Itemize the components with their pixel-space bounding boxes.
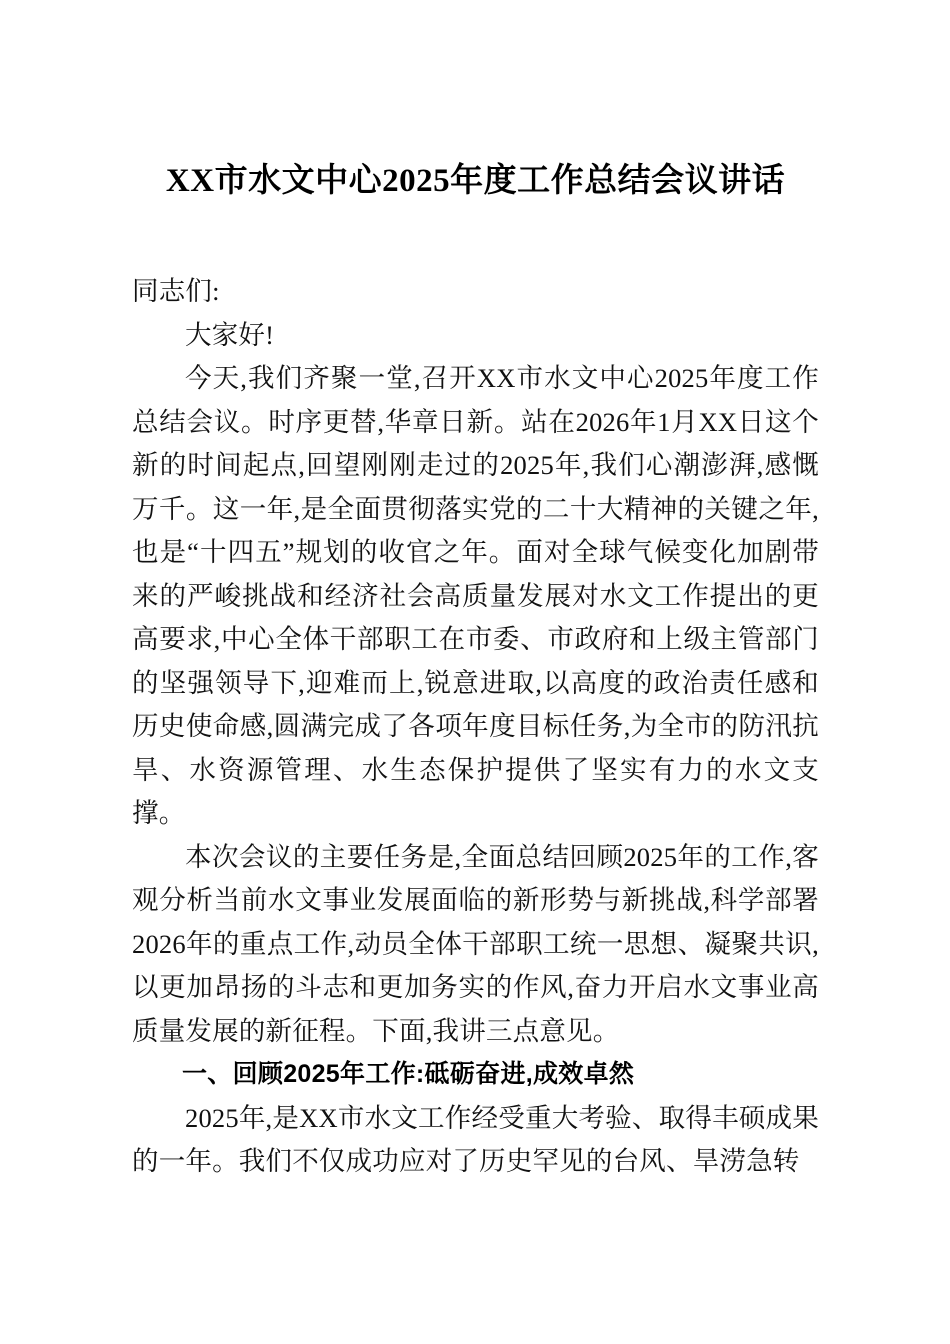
document-title: XX市水文中心2025年度工作总结会议讲话 [165,163,786,199]
greeting-line: 大家好! [185,319,275,350]
section-paragraph-1: 2025年,是XX市水文工作经受重大考验、取得丰硕成果的一年。我们不仅成功应对了历史罕见的台风、旱涝急转 [132,1102,819,1176]
document-content [132,0,819,1184]
salutation-line: 同志们: [132,276,220,306]
body-paragraph-1: 今天,我们齐聚一堂,召开XX市水文中心2025年度工作总结会议。时序更替,华章日新。站在2026年1月XX日这个新的时间起点,回望刚刚走过的2025年,我们心潮澎湃,感慨万千。这一年,是全面贯彻落实党的二十大精神的关键之年,也是“十四五”规划的收官之年。面对全球气候变化加剧带来的严峻挑战和经济社会高质量发展对水文工作提出的更高要求,中心全体干部职工在市委、市政府和上级主管部门的坚强领导下,迎难而上,锐意进取,以高度的政治责任感和历史使命感,圆满完成了各项年度目标任务,为全市的防汛抗旱、水资源管理、水生态保护提供了坚实有力的水文支撑。 [132,363,819,828]
section-heading-1: 一、回顾2025年工作:砥砺奋进,成效卓然 [182,1060,635,1088]
body-paragraph-2: 本次会议的主要任务是,全面总结回顾2025年的工作,客观分析当前水文事业发展面临的新形势与新挑战,科学部署2026年的重点工作,动员全体干部职工统一思想、凝聚共识,以更加昂扬的斗志和更加务实的作风,奋力开启水文事业高质量发展的新征程。下面,我讲三点意见。 [132,841,819,1046]
